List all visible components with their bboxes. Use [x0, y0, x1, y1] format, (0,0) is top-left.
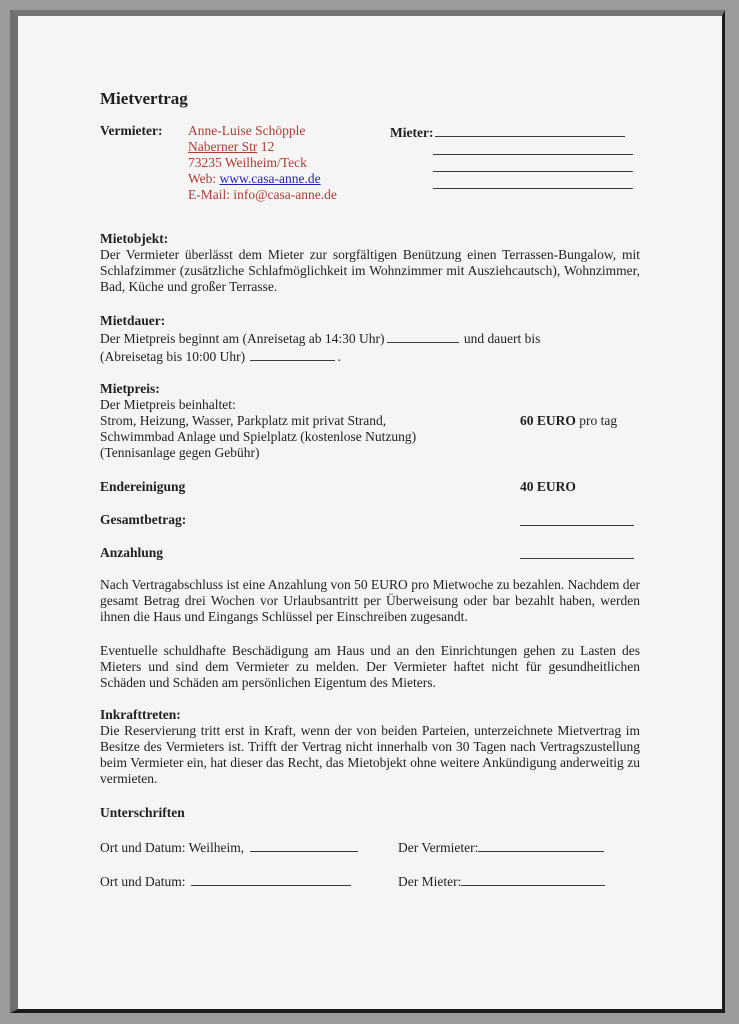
vermieter-label: Vermieter:: [100, 123, 163, 138]
gesamtbetrag-fill-line: [520, 512, 634, 526]
mieter-fill-row: [433, 158, 640, 175]
endreinigung-row: [100, 479, 640, 495]
mietdauer-heading: Mietdauer:: [100, 313, 166, 328]
mietpreis-item1: Strom, Heizung, Wasser, Parkplatz mit privat Strand,: [100, 413, 387, 428]
mieter-signature-line: [461, 872, 605, 886]
ort-datum-label-2: Ort und Datum:: [100, 874, 186, 889]
inkrafttreten-heading: Inkrafttreten:: [100, 707, 181, 722]
mieter-signature: [398, 872, 640, 890]
anreise-fill-line: [387, 329, 459, 343]
vermieter-street-number: 12: [257, 139, 275, 154]
paragraph-haftung: Eventuelle schuldhafte Beschädigung am Haus und an den Einrichtungen gehen zu Lasten des Mieters und sind dem Vermieter zu melden. Der Vermieter haftet nicht für gesundheitlichen Schäden und Schäden am persönlichen Eigentum des Mieters.: [100, 643, 640, 690]
section-mietobjekt: [100, 231, 640, 295]
ort-datum-vermieter: [100, 838, 398, 856]
mieter-fill-line-3: [433, 158, 633, 172]
gesamtbetrag-label: Gesamtbetrag:: [100, 512, 187, 527]
vermieter-address: [188, 123, 337, 203]
parties-header: [100, 123, 640, 203]
endreinigung-amount: 40 EURO: [520, 479, 576, 494]
vermieter-block: [100, 123, 390, 203]
ort-datum-fill-line-2: [191, 872, 351, 886]
gesamtbetrag-row: [100, 512, 640, 528]
endreinigung-label: Endereinigung: [100, 479, 186, 494]
abreise-fill-line: [250, 347, 335, 361]
website-link[interactable]: www.casa-anne.de: [219, 171, 321, 186]
anzahlung-fill: [520, 545, 634, 563]
mieter-block: [390, 123, 640, 203]
vermieter-signature: [398, 838, 640, 856]
inkrafttreten-paragraph: Die Reservierung tritt erst in Kraft, wenn der von beiden Parteien, unterzeichnete Mietvertrag im Besitze des Vermieters ist. Trifft der Vertrag nicht innerhalb von 30 Tagen nach Vertragszustellung beim Vermieter ein, hat dieser das Recht, das Mietobjekt ohne weitere Ankündigung anderweitig zu vermieten.: [100, 723, 640, 786]
web-label: Web:: [188, 171, 220, 186]
signature-row-1: [100, 838, 640, 856]
anzahlung-row: [100, 545, 640, 561]
gesamtbetrag-fill: [520, 512, 634, 530]
anreise-text: Der Mietpreis beginnt am (Anreisetag ab 14:30 Uhr): [100, 331, 385, 346]
vermieter-web-row: [188, 171, 337, 187]
mietpreis-item2: Schwimmbad Anlage und Spielplatz (kostenlose Nutzung): [100, 429, 417, 444]
vermieter-street: [188, 139, 337, 155]
document-page: [10, 10, 725, 1013]
price-unit: pro tag: [575, 413, 618, 428]
vermieter-email: E-Mail: info@casa-anne.de: [188, 187, 337, 202]
vermieter-name: Anne-Luise Schöpple: [188, 123, 306, 138]
mietobjekt-paragraph: Der Vermieter überlässt dem Mieter zur sorgfältigen Benützung einen Terrassen-Bungalow, mit Schlafzimmer (zusätzliche Schlafmöglichkeit im Wohnzimmer mit Ausziehcautsch), Wohnzimmer, Bad, Küche und großer Terrasse.: [100, 247, 640, 294]
abreise-text: (Abreisetag bis 10:00 Uhr): [100, 349, 246, 364]
mietdauer-line1: [100, 329, 640, 347]
mietdauer-line2: [100, 347, 640, 365]
section-inkrafttreten: [100, 707, 640, 787]
mieter-fill-line-2: [433, 141, 633, 155]
anzahlung-fill-line: [520, 545, 634, 559]
signature-row-2: [100, 872, 640, 890]
vermieter-signature-label: Der Vermieter:: [398, 840, 479, 855]
unterschriften-heading: Unterschriften: [100, 805, 185, 820]
vermieter-signature-line: [478, 838, 604, 852]
ort-datum-fill-line-1: [250, 838, 358, 852]
mieter-fill-line-1: [435, 123, 625, 137]
period-text: .: [337, 349, 341, 364]
mieter-label-row: [390, 123, 640, 141]
anzahlung-label: Anzahlung: [100, 545, 164, 560]
paragraph-anzahlung-terms: Nach Vertragabschluss ist eine Anzahlung von 50 EURO pro Mietwoche zu bezahlen. Nachdem der gesamt Betrag drei Wochen vor Urlaubsantritt per Überweisung oder bar bezahlt haben, werden ihnen die Haus und Eingangs Schlüssel per Einschreiben zugesandt.: [100, 577, 640, 624]
mietpreis-item-row: [100, 413, 640, 429]
dauert-bis-text: und dauert bis: [463, 331, 541, 346]
mieter-label: Mieter:: [390, 125, 434, 140]
mieter-fill-row: [433, 175, 640, 192]
ort-datum-mieter: [100, 872, 398, 890]
mieter-fill-row: [433, 141, 640, 158]
mietpreis-intro: Der Mietpreis beinhaltet:: [100, 397, 236, 412]
price-amount: 60 EURO: [520, 413, 576, 428]
ort-datum-label-1: Ort und Datum: Weilheim,: [100, 840, 245, 855]
mietobjekt-heading: Mietobjekt:: [100, 231, 169, 246]
mieter-fill-line-4: [433, 175, 633, 189]
price-per-day: [520, 413, 617, 429]
mietpreis-item3: (Tennisanlage gegen Gebühr): [100, 445, 260, 460]
mieter-signature-label: Der Mieter:: [398, 874, 462, 889]
section-mietdauer: [100, 313, 640, 365]
section-mietpreis: [100, 381, 640, 461]
mietpreis-heading: Mietpreis:: [100, 381, 160, 396]
vermieter-street-name: Naberner Str: [188, 139, 258, 154]
document-title: Mietvertrag: [100, 89, 188, 108]
vermieter-city: 73235 Weilheim/Teck: [188, 155, 307, 170]
